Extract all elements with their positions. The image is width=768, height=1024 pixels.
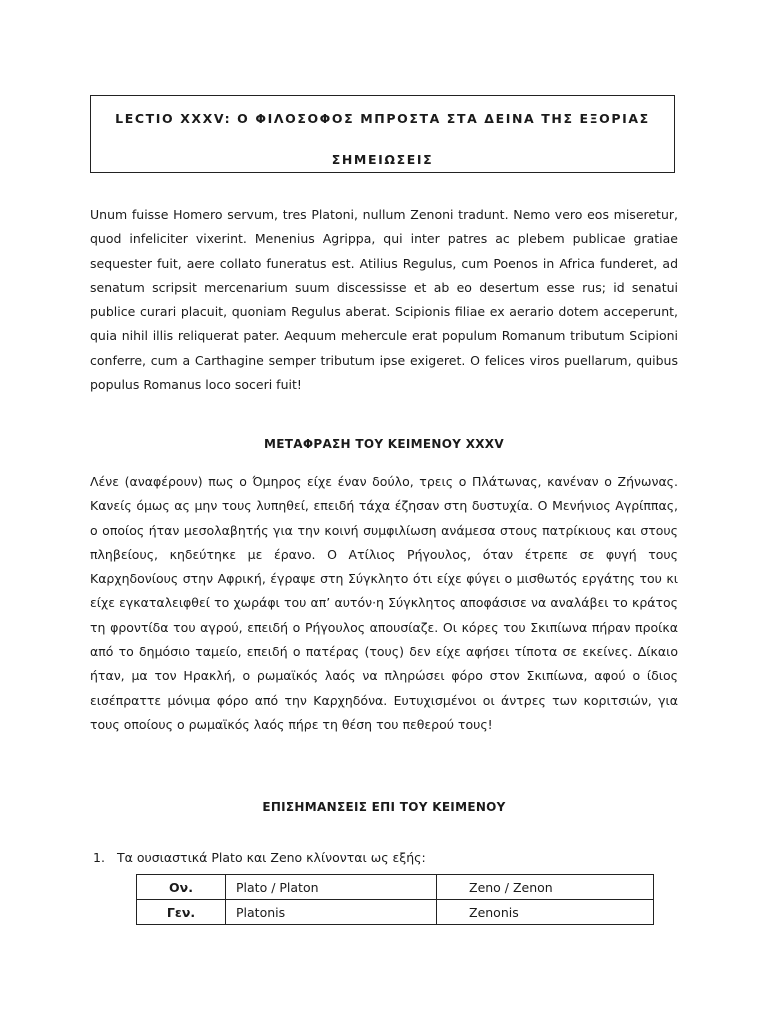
table-row: [137, 900, 654, 925]
list-item-text: Τα ουσιαστικά Plato και Zeno κλίνονται ως εξής:: [117, 850, 426, 865]
case-cell: Ον.: [137, 875, 226, 900]
list-number: 1.: [93, 850, 105, 865]
translation-heading: ΜΕΤΑΦΡΑΣΗ ΤΟΥ ΚΕΙΜΕΝΟΥ XXXV: [264, 437, 504, 451]
table-row: [137, 875, 654, 900]
zeno-cell: Zeno / Zenon: [437, 875, 654, 900]
translation-text: Λένε (αναφέρουν) πως ο Όμηρος είχε έναν δούλο, τρεις ο Πλάτωνας, κανέναν ο Ζήνωνας. Κανείς όμως ας μην τους λυπηθεί, επειδή τάχα έζησαν στη δυστυχία. Ο Μενήνιος Αγρίππας, ο οποίος ήταν μεσολαβητής για την κοινή συμφιλίωση ανάμεσα στους πατρίκιους και στους πληβείους, κηδεύτηκε με έρανο. Ο Ατίλιος Ρήγουλος, όταν έτρεπε σε φυγή τους Καρχηδονίους στην Αφρική, έγραψε στη Σύγκλητο ότι είχε φύγει ο μισθωτός εργάτης του κι είχε εγκαταλειφθεί το χωράφι του απ’ αυτόν·η Σύγκλητος αποφάσισε να αναλάβει το κράτος τη φροντίδα του αγρού, επειδή ο Ρήγουλος απουσίαζε. Οι κόρες του Σκιπίωνα πήραν προίκα από το δημόσιο ταμείο, επειδή ο πατέρας (τους) δεν είχε αφήσει τίποτα σε εκείνες. Δίκαιο ήταν, μα τον Ηρακλή, ο ρωμαϊκός λαός να πληρώσει φόρο στον Σκιπίωνα, αφού ο ίδιος εισέπραττε μόνιμα φόρο από την Καρχηδόνα. Ευτυχισμένοι οι άντρες των κοριτσιών, για τους οποίους ο ρωμαϊκός λαός πήρε τη θέση του πεθερού τους!: [90, 474, 678, 732]
plato-cell: Plato / Platon: [226, 875, 437, 900]
lesson-title: LECTIO XXXV: Ο ΦΙΛΟΣΟΦΟΣ ΜΠΡΟΣΤΑ ΣΤΑ ΔΕΙΝΑ ΤΗΣ ΕΞΟΡΙΑΣ: [115, 111, 650, 126]
zeno-cell: Zenonis: [437, 900, 654, 925]
case-cell: Γεν.: [137, 900, 226, 925]
notes-subtitle: ΣΗΜΕΙΩΣΕΙΣ: [331, 152, 434, 167]
title-box: [90, 95, 675, 173]
declension-table: [136, 874, 654, 925]
plato-cell: Platonis: [226, 900, 437, 925]
notes-heading: ΕΠΙΣΗΜΑΝΣΕΙΣ ΕΠΙ ΤΟΥ ΚΕΙΜΕΝΟΥ: [262, 800, 506, 814]
latin-text: Unum fuisse Homero servum, tres Platoni, nullum Zenoni tradunt. Nemo vero eos miseretur, quod infeliciter vixerint. Menenius Agrippa, qui inter patres ac plebem publicae gratiae sequester fuit, aere collato funeratus est. Atilius Regulus, cum Poenos in Africa funderet, ad senatum scripsit mercenarium suum discessisse et ab eo desertum esse rus; id senatui publice curari placuit, quoniam Regulus aberat. Scipionis filiae ex aerario dotem acceperunt, quia nihil illis reliquerat pater. Aequum mehercule erat populum Romanum tributum Scipioni conferre, cum a Carthagine semper tributum ipse exigeret. O felices viros puellarum, quibus populus Romanus loco soceri fuit!: [90, 207, 678, 393]
list-item: [93, 850, 426, 865]
